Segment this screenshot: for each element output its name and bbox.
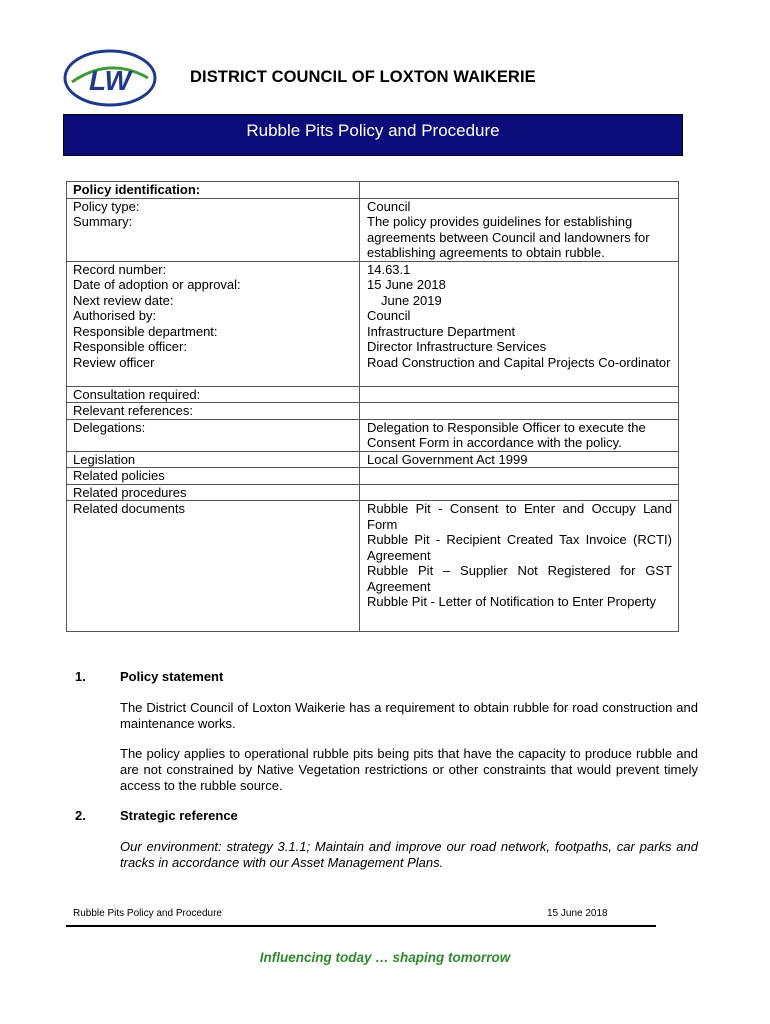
related-document-notification-letter: Rubble Pit - Letter of Notification to Enter Property [367,594,657,609]
table-row [67,182,679,199]
council-logo [62,48,158,108]
footer-document-title: Rubble Pits Policy and Procedure [73,908,222,919]
table-row [67,501,679,632]
logo-lettering: LW [89,65,131,96]
summary-label: Summary: [73,214,133,229]
consultation-label: Consultation required: [73,386,201,402]
responsible-department-value: Infrastructure Department [367,323,516,339]
council-title: DISTRICT COUNCIL OF LOXTON WAIKERIE [190,68,536,86]
related-procedures-label: Related procedures [73,484,187,500]
adoption-date-label: Date of adoption or approval: [73,277,241,292]
relevant-references-label: Relevant references: [73,403,193,418]
table-row [67,403,679,420]
related-document-consent-form: Rubble Pit - Consent to Enter and Occupy Land Form [367,501,672,532]
footer-date: 15 June 2018 [547,908,608,919]
policy-identification-heading: Policy identification: [67,182,360,199]
policy-type-label: Policy type: [73,198,140,214]
adoption-date-value: 15 June 2018 [367,277,446,292]
related-documents-label: Related documents [73,501,186,516]
section-1-heading: Policy statement [120,669,224,684]
section-2-heading: Strategic reference [120,808,238,823]
responsible-department-label: Responsible department: [73,323,218,339]
table-row [67,419,679,451]
legislation-value: Local Government Act 1999 [367,451,528,467]
footer-divider [66,925,656,927]
policy-type-value: Council [367,198,411,214]
record-number-value: 14.63.1 [367,261,411,277]
delegations-value: Delegation to Responsible Officer to execute the Consent Form in accordance with the policy. [367,419,646,450]
authorised-by-value: Council [367,308,411,323]
section-2-paragraph-1: Our environment: strategy 3.1.1; Maintain and improve our road network, footpaths, car parks and tracks in accordance with our Asset Management Plans. [120,839,698,870]
related-document-rcti-agreement: Rubble Pit - Recipient Created Tax Invoice (RCTI) Agreement [367,532,672,563]
record-number-label: Record number: [73,261,167,277]
policy-identification-table [66,181,679,632]
table-row [67,386,679,403]
section-2-number: 2. [75,808,86,823]
section-1-number: 1. [75,669,86,684]
table-row [67,451,679,468]
responsible-officer-value: Director Infrastructure Services [367,339,547,354]
section-1-paragraph-2: The policy applies to operational rubble pits being pits that have the capacity to produce rubble and are not constrained by Native Vegetation restrictions or other constraints that would prevent timely access to the rubble source. [120,746,698,793]
section-1-paragraph-1: The District Council of Loxton Waikerie has a requirement to obtain rubble for road construction and maintenance works. [120,700,698,731]
review-officer-value: Road Construction and Capital Projects Co-ordinator [367,354,671,370]
table-row [67,261,679,386]
summary-value: The policy provides guidelines for establishing agreements between Council and landowners for establishing agreements to obtain rubble. [367,214,650,260]
next-review-label: Next review date: [73,292,174,308]
table-row [67,484,679,501]
table-row [67,468,679,485]
council-tagline: Influencing today … shaping tomorrow [259,950,511,965]
related-policies-label: Related policies [73,468,165,483]
related-document-gst-agreement: Rubble Pit – Supplier Not Registered for GST Agreement [367,563,672,594]
authorised-by-label: Authorised by: [73,308,157,323]
table-row [67,198,679,261]
responsible-officer-label: Responsible officer: [73,339,187,354]
delegations-label: Delegations: [73,419,146,435]
review-officer-label: Review officer [73,354,155,370]
next-review-value: June 2019 [381,292,442,308]
policy-title-banner: Rubble Pits Policy and Procedure [63,114,683,156]
legislation-label: Legislation [73,451,136,467]
